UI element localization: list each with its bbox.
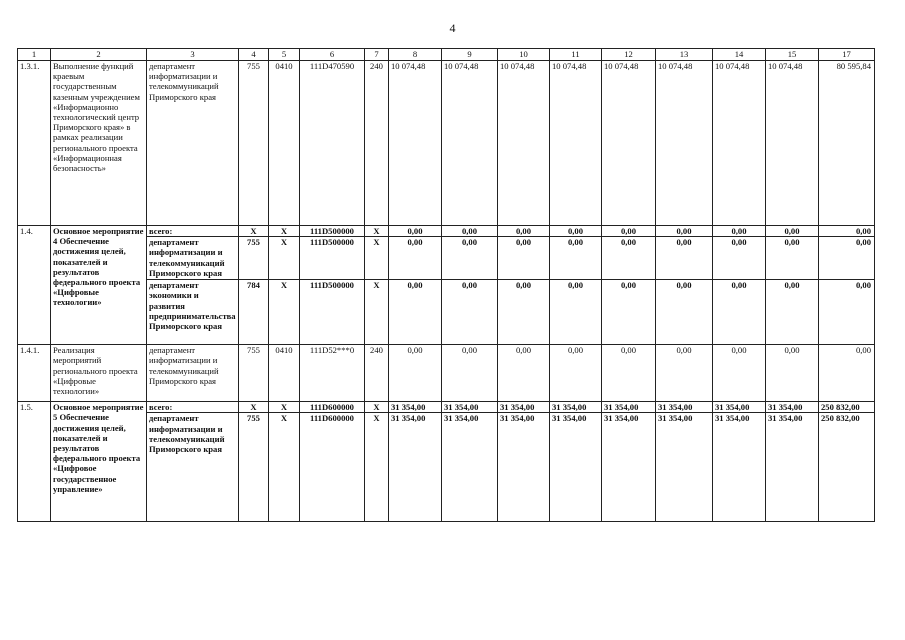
amount-cell: 0,00 (442, 280, 498, 345)
amount-cell: 0,00 (498, 345, 550, 402)
amount-cell: 0,00 (713, 345, 766, 402)
header-cell: 2 (51, 49, 147, 61)
executor: всего: (147, 402, 239, 413)
amount-cell: 10 074,48 (602, 61, 656, 226)
executor: всего: (147, 226, 239, 237)
budget-table (17, 48, 875, 522)
table-row (18, 345, 875, 402)
amount-cell: 31 354,00 (766, 413, 819, 522)
amount-cell: 31 354,00 (550, 413, 602, 522)
header-cell: 8 (389, 49, 442, 61)
row-number: 1.4. (18, 226, 51, 345)
amount-cell: 31 354,00 (498, 402, 550, 413)
amount-cell: 10 074,48 (766, 61, 819, 226)
amount-cell: 0,00 (656, 237, 713, 280)
total-cell: 80 595,84 (819, 61, 875, 226)
amount-cell: 0,00 (766, 280, 819, 345)
section-code: X (269, 226, 300, 237)
target-article: 111D470590 (300, 61, 365, 226)
amount-cell: 0,00 (602, 345, 656, 402)
amount-cell: 31 354,00 (656, 413, 713, 522)
total-cell: 0,00 (819, 345, 875, 402)
executor: департамент экономики и развития предпринимательства Приморского края (147, 280, 239, 345)
header-cell: 14 (713, 49, 766, 61)
amount-cell: 0,00 (602, 226, 656, 237)
header-cell: 17 (819, 49, 875, 61)
amount-cell: 0,00 (713, 280, 766, 345)
amount-cell: 0,00 (766, 237, 819, 280)
table-row (18, 280, 875, 345)
amount-cell: 31 354,00 (389, 402, 442, 413)
amount-cell: 0,00 (498, 226, 550, 237)
page-number: 4 (449, 21, 456, 35)
section-code: 0410 (269, 345, 300, 402)
grbs-code: 755 (239, 61, 269, 226)
amount-cell: 31 354,00 (498, 413, 550, 522)
row-number: 1.5. (18, 402, 51, 522)
amount-cell: 0,00 (766, 226, 819, 237)
amount-cell: 0,00 (442, 226, 498, 237)
section-code: X (269, 402, 300, 413)
row-number: 1.3.1. (18, 61, 51, 226)
header-cell: 13 (656, 49, 713, 61)
header-row (18, 49, 875, 61)
header-cell: 5 (269, 49, 300, 61)
amount-cell: 0,00 (550, 280, 602, 345)
amount-cell: 10 074,48 (656, 61, 713, 226)
target-article: 111D500000 (300, 237, 365, 280)
amount-cell: 0,00 (389, 226, 442, 237)
section-code: X (269, 413, 300, 522)
total-cell: 250 832,00 (819, 413, 875, 522)
amount-cell: 31 354,00 (389, 413, 442, 522)
header-cell: 9 (442, 49, 498, 61)
table-row (18, 402, 875, 413)
header-cell: 11 (550, 49, 602, 61)
target-article: 111D500000 (300, 226, 365, 237)
amount-cell: 31 354,00 (766, 402, 819, 413)
amount-cell: 31 354,00 (656, 402, 713, 413)
amount-cell: 0,00 (550, 345, 602, 402)
amount-cell: 0,00 (498, 280, 550, 345)
expense-type: X (365, 402, 389, 413)
target-article: 111D500000 (300, 280, 365, 345)
expense-type: X (365, 280, 389, 345)
amount-cell: 0,00 (442, 237, 498, 280)
amount-cell: 10 074,48 (442, 61, 498, 226)
total-cell: 0,00 (819, 280, 875, 345)
amount-cell: 31 354,00 (713, 402, 766, 413)
executor: департамент информатизации и телекоммуникаций Приморского края (147, 413, 239, 522)
expense-type: 240 (365, 61, 389, 226)
table-row (18, 413, 875, 522)
header-cell: 12 (602, 49, 656, 61)
amount-cell: 0,00 (713, 237, 766, 280)
grbs-code: 755 (239, 413, 269, 522)
amount-cell: 31 354,00 (713, 413, 766, 522)
amount-cell: 0,00 (389, 237, 442, 280)
executor: департамент информатизации и телекоммуникаций Приморского края (147, 345, 239, 402)
header-cell: 6 (300, 49, 365, 61)
row-number: 1.4.1. (18, 345, 51, 402)
amount-cell: 0,00 (550, 237, 602, 280)
amount-cell: 31 354,00 (602, 402, 656, 413)
amount-cell: 0,00 (602, 237, 656, 280)
header-cell: 4 (239, 49, 269, 61)
total-cell: 0,00 (819, 237, 875, 280)
target-article: 111D600000 (300, 413, 365, 522)
amount-cell: 31 354,00 (602, 413, 656, 522)
table-row (18, 226, 875, 237)
grbs-code: 755 (239, 345, 269, 402)
section-code: X (269, 280, 300, 345)
amount-cell: 10 074,48 (498, 61, 550, 226)
section-code: X (269, 237, 300, 280)
expense-type: 240 (365, 345, 389, 402)
amount-cell: 0,00 (656, 226, 713, 237)
section-code: 0410 (269, 61, 300, 226)
amount-cell: 0,00 (389, 345, 442, 402)
header-cell: 7 (365, 49, 389, 61)
target-article: 111D52***0 (300, 345, 365, 402)
amount-cell: 0,00 (389, 280, 442, 345)
amount-cell: 0,00 (498, 237, 550, 280)
amount-cell: 10 074,48 (389, 61, 442, 226)
grbs-code: X (239, 402, 269, 413)
total-cell: 250 832,00 (819, 402, 875, 413)
header-cell: 10 (498, 49, 550, 61)
target-article: 111D600000 (300, 402, 365, 413)
executor: департамент информатизации и телекоммуникаций Приморского края (147, 61, 239, 226)
amount-cell: 31 354,00 (442, 402, 498, 413)
activity-name: Реализация мероприятий регионального проекта «Цифровые технологии» (51, 345, 147, 402)
amount-cell: 10 074,48 (550, 61, 602, 226)
grbs-code: 755 (239, 237, 269, 280)
table-row (18, 61, 875, 226)
amount-cell: 0,00 (442, 345, 498, 402)
expense-type: X (365, 226, 389, 237)
grbs-code: 784 (239, 280, 269, 345)
header-cell: 15 (766, 49, 819, 61)
amount-cell: 0,00 (766, 345, 819, 402)
executor: департамент информатизации и телекоммуникаций Приморского края (147, 237, 239, 280)
amount-cell: 0,00 (602, 280, 656, 345)
total-cell: 0,00 (819, 226, 875, 237)
grbs-code: X (239, 226, 269, 237)
activity-name: Основное мероприятие 5 Обеспечение достижения целей, показателей и результатов федерального проекта «Цифровое государственное управление» (51, 402, 147, 522)
expense-type: X (365, 413, 389, 522)
amount-cell: 31 354,00 (550, 402, 602, 413)
expense-type: X (365, 237, 389, 280)
amount-cell: 0,00 (656, 280, 713, 345)
amount-cell: 10 074,48 (713, 61, 766, 226)
activity-name: Выполнение функций краевым государственным казенным учреждением «Информационно технологический центр Приморского края» в рамках реализации регионального проекта «Информационная безопасность» (51, 61, 147, 226)
amount-cell: 31 354,00 (442, 413, 498, 522)
header-cell: 1 (18, 49, 51, 61)
header-cell: 3 (147, 49, 239, 61)
amount-cell: 0,00 (656, 345, 713, 402)
amount-cell: 0,00 (550, 226, 602, 237)
amount-cell: 0,00 (713, 226, 766, 237)
table-row (18, 237, 875, 280)
activity-name: Основное мероприятие 4 Обеспечение достижения целей, показателей и результатов федерального проекта «Цифровые технологии» (51, 226, 147, 345)
